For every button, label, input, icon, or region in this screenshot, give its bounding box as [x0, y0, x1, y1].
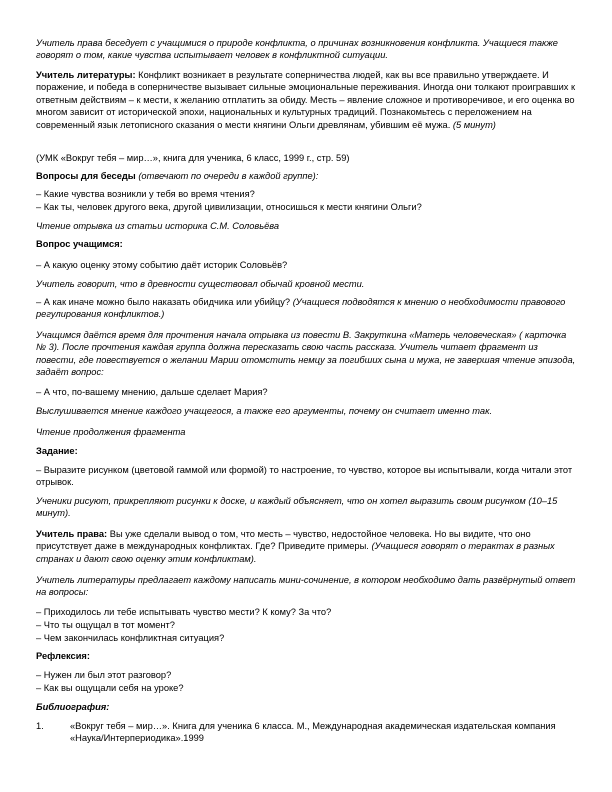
bibliography-heading: Библиография: [36, 702, 110, 712]
law-teacher-text: Вы уже сделали вывод о том, что месть – чувство, недостойное человека. Но вы видите, что оно присутствует даже в международных конфликтах. Где? Приведите примеры. [36, 529, 531, 552]
questions-heading [36, 170, 576, 182]
bibliography-item-number: 1. [36, 721, 44, 731]
drawing-note: Ученики рисуют, прикрепляют рисунки к доске, и каждый объясняет, что он хотел выразить своим рисунком (10–15 минут). [36, 496, 558, 519]
blood-feud-note: Учитель говорит, что в древности существовал обычай кровной мести. [36, 279, 365, 289]
question-punish [36, 296, 576, 321]
question-1: – Какие чувства возникли у тебя во время чтения? [36, 189, 255, 199]
literature-teacher-text: Конфликт возникает в результате соперничества людей, как вы все правильно утверждаете. И поражение, и победа в соперничестве вызывает сильные эмоциональные переживания. Иногда они толкают проигравших к ответным действиям – к мести, к желанию отплатить за обиду. Месть – явление сложное и противоречивое, и его оценка во многом зависит от исторической эпохи, национальных и культурных традиций. Познакомьтесь с переложением на современный язык летописного сказания о мести княгини Ольги древлянам, убившим её мужа. [36, 70, 576, 130]
intro-paragraph: Учитель права беседует с учащимися о природе конфликта, о причинах возникновения конфликта. Учащиеся также говорят о том, какие чувства испытывает человек в конфликтной ситуации. [36, 38, 558, 61]
bibliography-item-text: «Вокруг тебя – мир…». Книга для ученика 6 класса. М., Международная академическая издательская компания «Наука/Интерпериодика».1999 [70, 721, 556, 744]
task-heading: Задание: [36, 446, 78, 456]
question-punish-note: (Учащиеся подводятся к мнению о необходимости правового регулирования конфликтов.) [36, 297, 566, 320]
law-teacher-label: Учитель права: [36, 529, 108, 539]
essay-paragraph: Учитель литературы предлагает каждому написать мини-сочинение, в котором необходимо дать развёрнутый ответ на вопросы: [36, 575, 576, 598]
reflection-question-2: – Как вы ощущали себя на уроке? [36, 683, 184, 693]
reflection-question-1: – Нужен ли был этот разговор? [36, 670, 172, 680]
question-maria: – А что, по-вашему мнению, дальше сделает Мария? [36, 387, 268, 397]
essay-question-2: – Что ты ощущал в тот момент? [36, 620, 175, 630]
students-question-heading: Вопрос учащимся: [36, 239, 123, 249]
question-assessment: – А какую оценку этому событию даёт историк Соловьёв? [36, 260, 288, 270]
task-text: – Выразите рисунком (цветовой гаммой или формой) то настроение, то чувство, которое вы испытывали, когда читали этот отрывок. [36, 465, 573, 488]
reflection-heading: Рефлексия: [36, 651, 90, 661]
questions-heading-label: Вопросы для беседы [36, 171, 136, 181]
law-teacher-paragraph [36, 528, 576, 565]
questions-heading-note: (отвечают по очереди в каждой группе): [138, 171, 319, 181]
literature-teacher-paragraph [36, 69, 576, 131]
literature-teacher-label: Учитель литературы: [36, 70, 136, 80]
opinions-note: Выслушивается мнение каждого учащегося, а также его аргументы, почему он считает именно так. [36, 406, 493, 416]
law-teacher-note: (Учащиеся говорят о терактах в разных странах и дают свою оценку этим конфликтам). [36, 541, 555, 564]
literature-teacher-time: (5 минут) [452, 119, 496, 130]
umk-reference: (УМК «Вокруг тебя – мир…», книга для ученика, 6 класс, 1999 г., стр. 59) [36, 153, 350, 163]
question-punish-text: – А как иначе можно было наказать обидчика или убийцу? [36, 297, 291, 307]
reading-time-paragraph: Учащимся даётся время для прочтения начала отрывка из повести В. Закруткина «Матерь человеческая» ( карточка № 3). После прочтения каждая группа должна пересказать свою часть рассказа. Учитель читает фрагмент из повести, где повествуется о желании Марии отомстить немцу за погибших сына и мужа, не завершая чтение эпизода, задаёт вопрос: [36, 330, 576, 378]
reading-soloviev: Чтение отрывка из статьи историка С.М. Соловьёва [36, 221, 280, 231]
essay-question-3: – Чем закончилась конфликтная ситуация? [36, 633, 225, 643]
question-2: – Как ты, человек другого века, другой цивилизации, относишься к мести княгини Ольги? [36, 202, 422, 212]
continue-reading: Чтение продолжения фрагмента [36, 427, 186, 437]
essay-question-1: – Приходилось ли тебе испытывать чувство мести? К кому? За что? [36, 607, 332, 617]
